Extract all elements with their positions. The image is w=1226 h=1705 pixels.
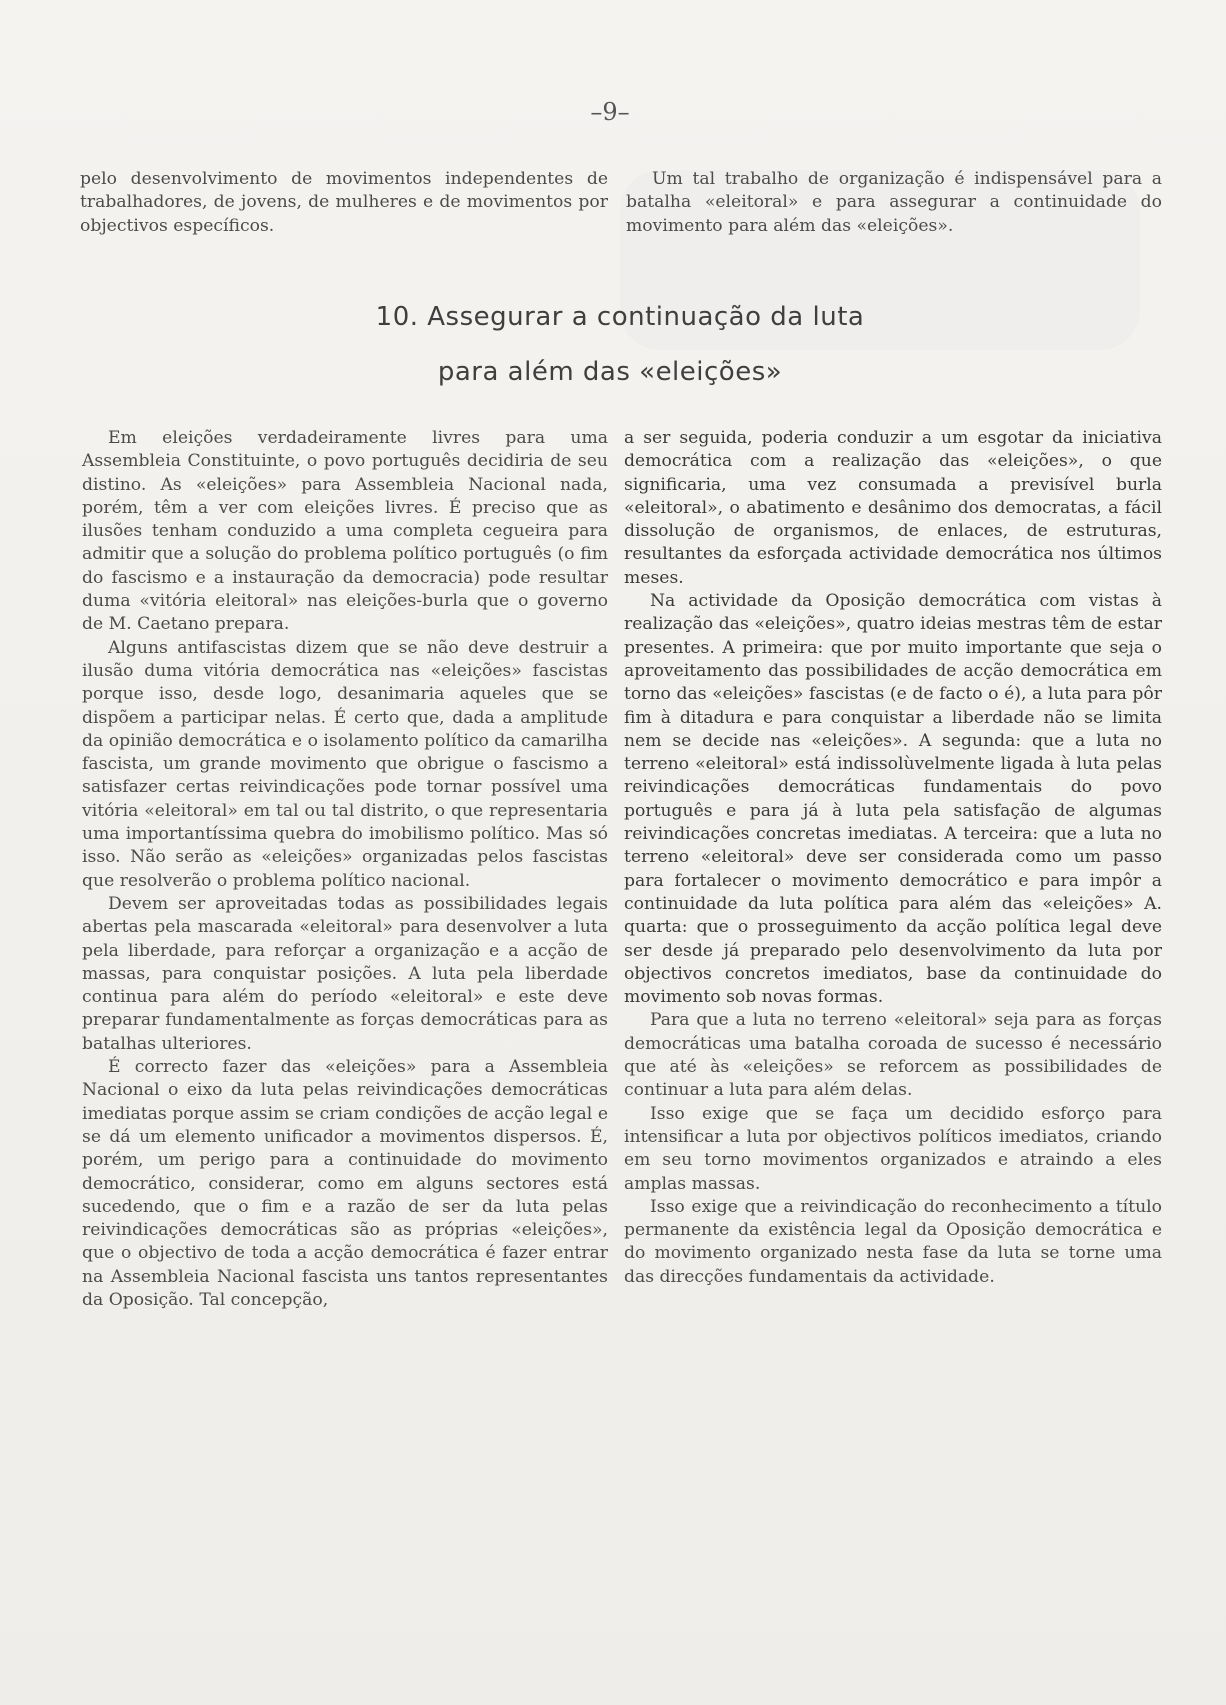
paragraph: a ser seguida, poderia conduzir a um esgotar da iniciativa democrática com a realização das «eleições», o que significaria, uma vez consumada a previsível burla «eleitoral», o abatimento e desânimo dos democratas, a fácil dissolução de organismos, de enlaces, de estruturas, resultantes da esforçada actividade democrática nos últimos meses.	[624, 428, 1162, 588]
page-number: –9–	[590, 98, 630, 126]
paragraph: Isso exige que a reivindicação do reconhecimento a título permanente da existência legal da Oposição democrática e do movimento organizado nesta fase da luta se torne uma das direcções fundamentais da actividade.	[624, 1196, 1162, 1287]
paragraph: Na actividade da Oposição democrática com vistas à realização das «eleições», quatro ideias mestras têm de estar presentes. A primeira: que por muito importante que seja o aproveitamento das possibilidades de acção democrática em torno das «eleições» fascistas (e de facto o é), a luta para pôr fim à ditadura e para conquistar a liberdade não se limita nem se decide nas «eleições». A segunda: que a luta no terreno «eleitoral» está indissolùvelmente ligada à luta pelas reivindicações democráticas fundamentais do povo português e para já à luta pela satisfação de algumas reivindicações concretas imediatas. A terceira: que a luta no terreno «eleitoral» deve ser considerada como um passo para fortalecer o movimento democrático e para impôr a continuidade da luta política para além das «eleições» A. quarta: que o prosseguimento da acção política legal deve ser desde já preparado pelo desenvolvimento da luta por objectivos concretos imediatos, base da continuidade do movimento sob novas formas.	[624, 591, 1162, 1008]
paragraph: Em eleições verdadeiramente livres para uma Assembleia Constituinte, o povo português decidiria de seu distino. As «eleições» para Assembleia Nacional nada, porém, têm a ver com eleições livres. É preciso que as ilusões tenham conduzido a uma completa cegueira para admitir que a solução do problema político português (o fim do fascismo e a instauração da democracia) pode resultar duma «vitória eleitoral» nas eleições-burla que o governo de M. Caetano prepara.	[82, 428, 608, 635]
right-column	[624, 427, 1162, 1289]
top-right-paragraph	[626, 168, 1162, 238]
paragraph: Para que a luta no terreno «eleitoral» seja para as forças democráticas uma batalha coroada de sucesso é necessário que até às «eleições» se reforcem as possibilidades de continuar a luta para além delas.	[624, 1010, 1162, 1101]
paragraph: Alguns antifascistas dizem que se não deve destruir a ilusão duma vitória democrática nas «eleições» fascistas porque isso, desde logo, desanimaria aqueles que se dispõem a participar nelas. É certo que, dada a amplitude da opinião democrática e o isolamento político da camarilha fascista, um grande movimento que obrigue o fascismo a satisfazer certas reivindicações pode tornar possível uma vitória «eleitoral» em tal ou tal distrito, o que representaria uma importantíssima quebra do imobilismo político. Mas só isso. Não serão as «eleições» organizadas pelos fascistas que resolverão o problema político nacional.	[82, 637, 608, 891]
paragraph: É correcto fazer das «eleições» para a Assembleia Nacional o eixo da luta pelas reivindicações democráticas imediatas porque assim se criam condições de acção legal e se dá um elemento unificador a movimentos dispersos. É, porém, um perigo para a continuidade do movimento democrático, considerar, como em alguns sectores está sucedendo, que o fim e a razão de ser da luta pelas reivindicações democráticas são as próprias «eleições», que o objectivo de toda a acção democrática é fazer entrar na Assembleia Nacional fascista uns tantos representantes da Oposição. Tal concepção,	[82, 1057, 608, 1310]
left-column	[82, 427, 608, 1312]
paragraph: Isso exige que se faça um decidido esforço para intensificar a luta por objectivos políticos imediatos, criando em seu torno movimentos organizados e atraindo a eles amplas massas.	[624, 1103, 1162, 1194]
paragraph: Um tal trabalho de organização é indispensável para a batalha «eleitoral» e para assegurar a continuidade do movimento para além das «eleições».	[626, 169, 1162, 236]
paragraph: Devem ser aproveitadas todas as possibilidades legais abertas pela mascarada «eleitoral» para desenvolver a luta pela liberdade, para reforçar a organização e a acção de massas, para conquistar posições. A luta pela liberdade continua para além do período «eleitoral» e este deve preparar fundamentalmente as forças democráticas para as batalhas ulteriores.	[82, 893, 608, 1054]
top-left-paragraph	[80, 168, 608, 238]
paragraph: pelo desenvolvimento de movimentos independentes de trabalhadores, de jovens, de mulheres e de movimentos por objectivos específicos.	[80, 169, 608, 236]
section-subheading: para além das «eleições»	[437, 357, 783, 387]
section-heading: 10. Assegurar a continuação da luta	[375, 302, 865, 332]
